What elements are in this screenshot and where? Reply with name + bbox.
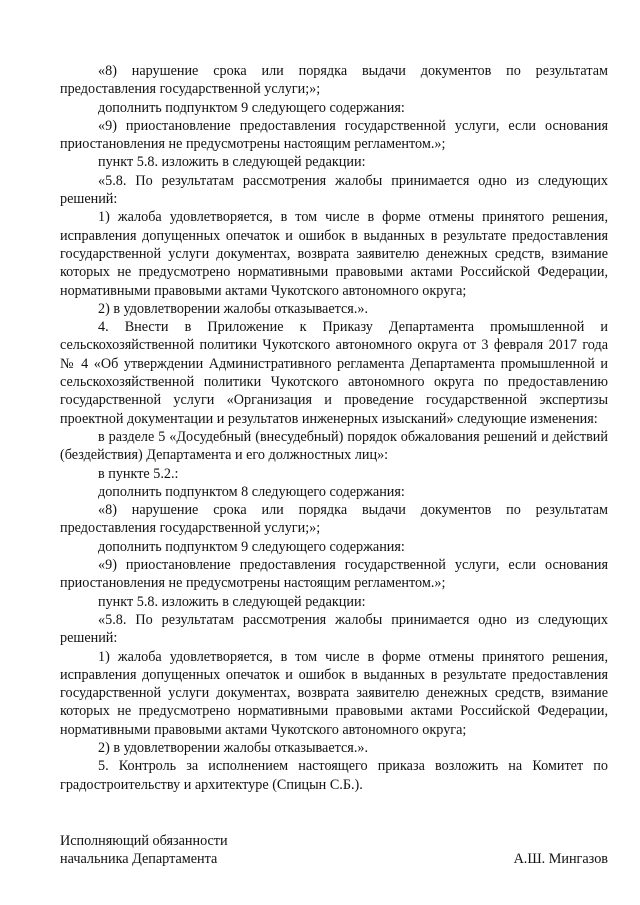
paragraph-8-violation: «8) нарушение срока или порядка выдачи документов по результатам предоставления государственной услуги;»; (60, 63, 608, 98)
paragraph-point-5-8: пункт 5.8. изложить в следующей редакции: (98, 154, 366, 171)
paragraph-add-8: дополнить подпунктом 8 следующего содержания: (98, 483, 405, 500)
signatory-title-line2: начальника Департамента (60, 851, 218, 868)
paragraph-add-9-2: дополнить подпунктом 9 следующего содержания: (98, 538, 405, 555)
document-body (60, 62, 608, 794)
paragraph-item-5: 5. Контроль за исполнением настоящего приказа возложить на Комитет по градостроительству и архитектуре (Спицын С.Б.). (60, 758, 608, 793)
signatory-title-line1: Исполняющий обязанности (60, 833, 228, 849)
paragraph-complaint-satisfied: 1) жалоба удовлетворяется, в том числе в форме отмены принятого решения, исправления допущенных опечаток и ошибок в выданных в результате предоставления государственной услуги документах, возврата заявителю денежных средств, взимание которых не предусмотрено нормативными правовыми актами Российской Федерации, нормативными правовыми актами Чукотского автономного округа; (60, 209, 608, 299)
paragraph-5-8-text-2: «5.8. По результатам рассмотрения жалобы принимается одно из следующих решений: (60, 611, 608, 647)
signature-block (60, 832, 608, 869)
paragraph-point-5-8-2: пункт 5.8. изложить в следующей редакции: (98, 593, 366, 610)
paragraph-point-5-2: в пункте 5.2.: (98, 465, 179, 482)
paragraph-section-5: в разделе 5 «Досудебный (внесудебный) порядок обжалования решений и действий (бездействия) Департамента и его должностных лиц»: (60, 428, 608, 464)
paragraph-9-suspension-2: «9) приостановление предоставления государственной услуги, если основания приостановления не предусмотрены настоящим регламентом.»; (60, 557, 608, 592)
paragraph-5-8-text: «5.8. По результатам рассмотрения жалобы принимается одно из следующих решений: (60, 172, 608, 208)
paragraph-complaint-refused: 2) в удовлетворении жалобы отказывается.». (98, 300, 369, 317)
paragraph-8-violation-2: «8) нарушение срока или порядка выдачи документов по результатам предоставления государственной услуги;»; (60, 502, 608, 537)
signatory-name: А.Ш. Мингазов (513, 851, 608, 868)
paragraph-add-9: дополнить подпунктом 9 следующего содержания: (98, 99, 405, 116)
paragraph-9-suspension: «9) приостановление предоставления государственной услуги, если основания приостановления не предусмотрены настоящим регламентом.»; (60, 117, 608, 153)
paragraph-complaint-satisfied-2: 1) жалоба удовлетворяется, в том числе в форме отмены принятого решения, исправления допущенных опечаток и ошибок в выданных в результате предоставления государственной услуги документах, возврата заявителю денежных средств, взимание которых не предусмотрено нормативными правовыми актами Российской Федерации, нормативными правовыми актами Чукотского автономного округа; (60, 648, 608, 738)
paragraph-item-4: 4. Внести в Приложение к Приказу Департамента промышленной и сельскохозяйственной политики Чукотского автономного округа от 3 февраля 2017 года № 4 «Об утверждении Административного регламента Департамента промышленной и сельскохозяйственной политики Чукотского автономного округа по предоставлению государственной услуги «Организация и проведение государственной экспертизы проектной документации и результатов инженерных изысканий» следующие изменения: (60, 319, 608, 427)
paragraph-complaint-refused-2: 2) в удовлетворении жалобы отказывается.». (98, 739, 369, 756)
